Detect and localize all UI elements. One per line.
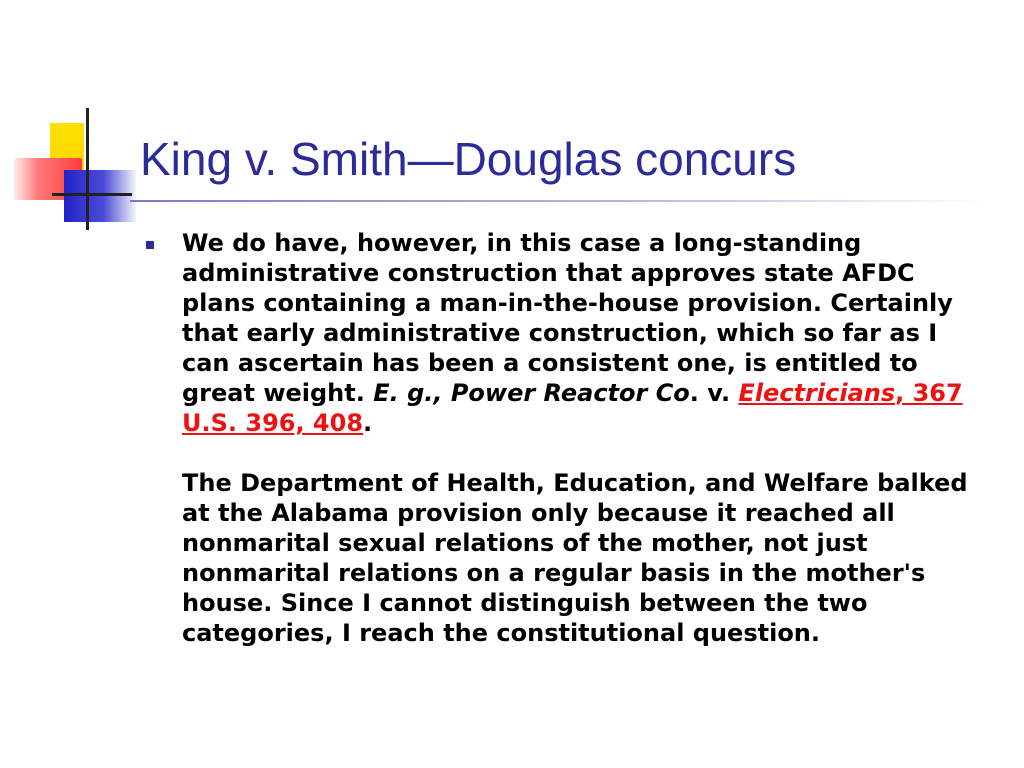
blue-square-shape bbox=[64, 170, 136, 222]
citation-link-name: Electricians bbox=[738, 379, 896, 407]
versus-text: v. bbox=[698, 379, 739, 407]
case-name: E. g., Power Reactor Co bbox=[373, 379, 690, 407]
slide-logo-decoration bbox=[0, 100, 150, 230]
bullet-paragraph-1 bbox=[182, 228, 982, 438]
horizontal-line-shape bbox=[52, 193, 132, 196]
bullet-square-icon bbox=[146, 241, 154, 249]
bullet-paragraph-2: The Department of Health, Education, and Welfare balked at the Alabama provision only because it reached all nonmarital sexual relations of the mother, not just nonmarital relations on a regular basis in the mother's house. Since I cannot distinguish between the two categories, I reach the constitutional question. bbox=[182, 469, 968, 647]
case-name-period: . bbox=[689, 379, 699, 407]
vertical-line-shape bbox=[86, 108, 89, 230]
bullet-body bbox=[182, 228, 982, 648]
slide-title: King v. Smith—Douglas concurs bbox=[140, 133, 797, 185]
title-underline-divider bbox=[130, 200, 990, 202]
paragraph-1-text: We do have, however, in this case a long-standing administrative construction that approves state AFDC plans containing a man-in-the-house provision. Certainly that early administrative construction, which so far as I can ascertain has been a consistent one, is entitled to great weight. bbox=[182, 229, 953, 407]
paragraph-1-end: . bbox=[363, 409, 373, 437]
citation-link-reporter: , 367 U.S. 396, 408 bbox=[182, 379, 963, 437]
paragraph-spacer bbox=[182, 438, 982, 468]
